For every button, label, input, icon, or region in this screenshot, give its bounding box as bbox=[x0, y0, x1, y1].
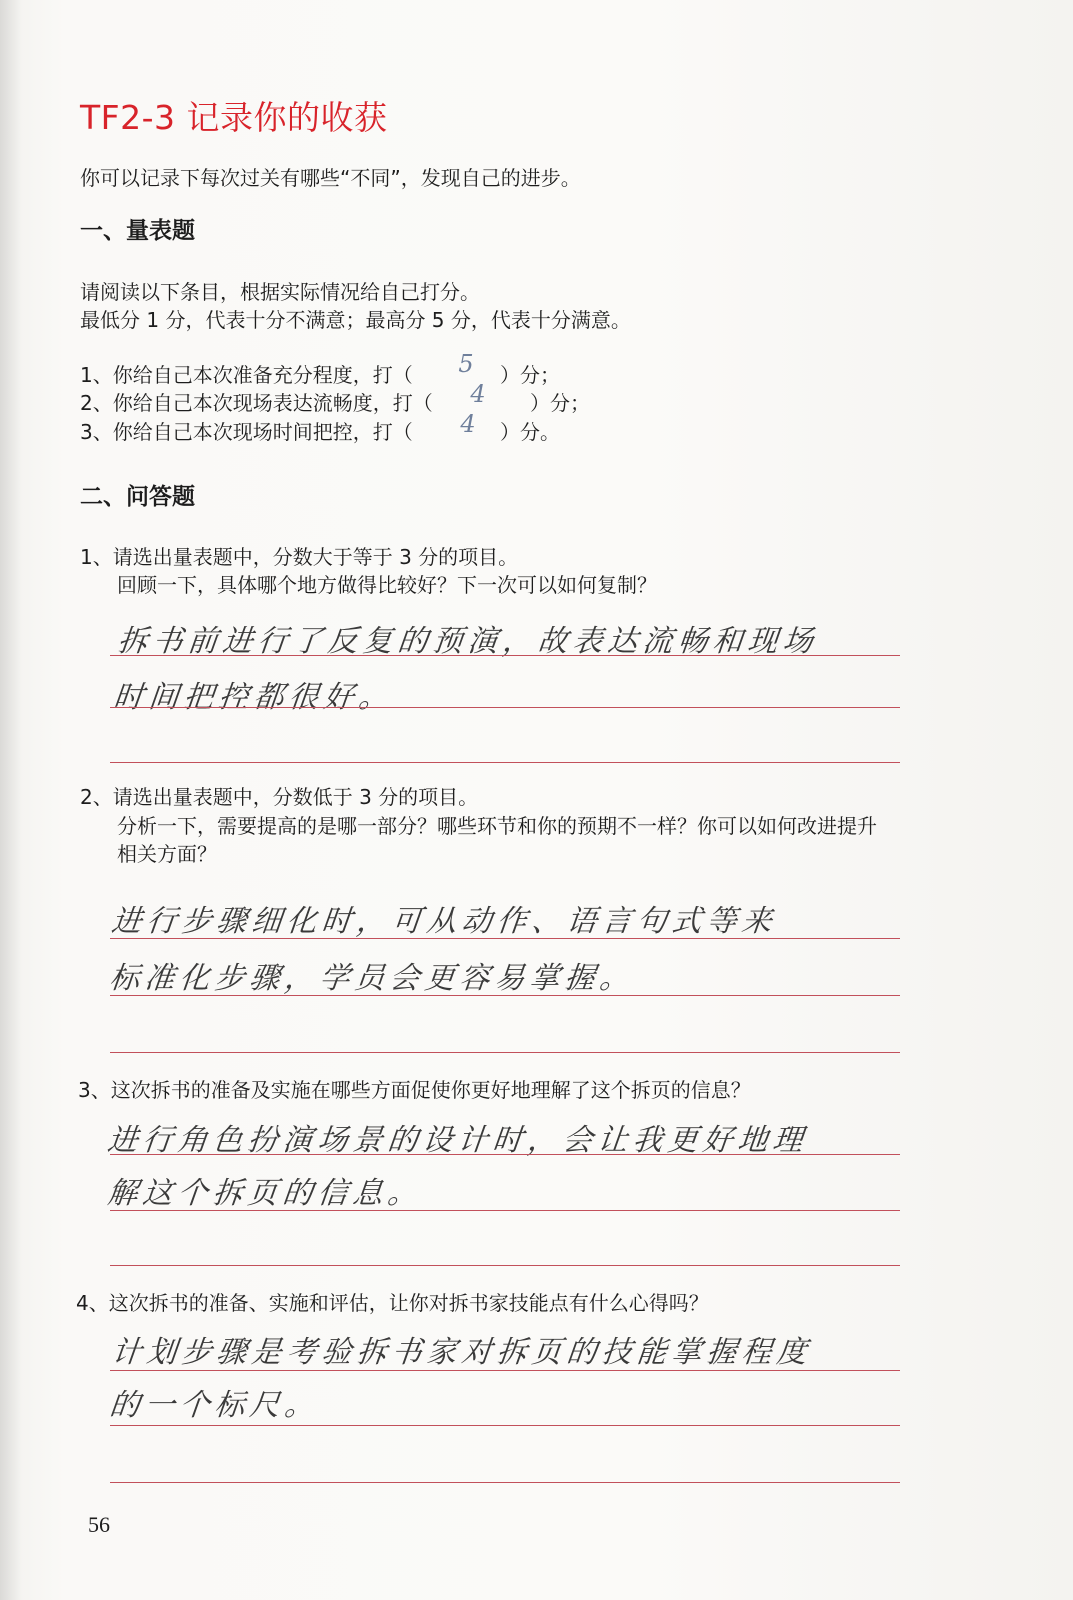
rating-item-1-score[interactable]: 5 bbox=[458, 350, 474, 378]
answer-1-rule-2 bbox=[110, 707, 900, 708]
rating-item-3-text: 3、你给自己本次现场时间把控，打（ bbox=[80, 420, 413, 444]
answer-3-rule-1 bbox=[110, 1154, 900, 1155]
rating-item-1-suffix: ）分； bbox=[500, 363, 560, 387]
answer-3-line-2[interactable]: 解这个拆页的信息。 bbox=[105, 1176, 425, 1211]
question-2-line-3: 相关方面？ bbox=[117, 842, 217, 866]
question-2-line-2: 分析一下，需要提高的是哪一部分？哪些环节和你的预期不一样？你可以如何改进提升 bbox=[117, 814, 877, 838]
answer-1-rule-3 bbox=[110, 762, 900, 763]
rating-item-3-suffix: ）分。 bbox=[500, 420, 560, 444]
rating-item-3-score[interactable]: 4 bbox=[460, 410, 476, 438]
binding-shadow bbox=[0, 0, 22, 1600]
question-1-line-2: 回顾一下，具体哪个地方做得比较好？下一次可以如何复制？ bbox=[117, 573, 657, 597]
question-1-line-1: 1、请选出量表题中，分数大于等于 3 分的项目。 bbox=[80, 545, 519, 569]
answer-4-rule-1 bbox=[110, 1370, 900, 1371]
answer-4-rule-3 bbox=[110, 1482, 900, 1483]
intro-text: 你可以记录下每次过关有哪些“不同”，发现自己的进步。 bbox=[80, 166, 581, 190]
page-number: 56 bbox=[88, 1512, 110, 1537]
answer-3-line-1[interactable]: 进行角色扮演场景的设计时，会让我更好地理 bbox=[105, 1123, 810, 1158]
answer-2-line-1[interactable]: 进行步骤细化时，可从动作、语言句式等来 bbox=[109, 904, 779, 939]
section2-heading: 二、问答题 bbox=[80, 484, 195, 510]
answer-2-rule-3 bbox=[110, 1052, 900, 1053]
answer-2-rule-2 bbox=[110, 995, 900, 996]
rating-item-2-score[interactable]: 4 bbox=[470, 380, 486, 408]
rating-item-2-text: 2、你给自己本次现场表达流畅度，打（ bbox=[80, 391, 433, 415]
answer-2-line-2[interactable]: 标准化步骤，学员会更容易掌握。 bbox=[107, 961, 637, 996]
section1-heading: 一、量表题 bbox=[80, 218, 195, 244]
question-2-line-1: 2、请选出量表题中，分数低于 3 分的项目。 bbox=[80, 785, 479, 809]
answer-1-rule-1 bbox=[110, 655, 900, 656]
answer-4-rule-2 bbox=[110, 1425, 900, 1426]
answer-4-line-2[interactable]: 的一个标尺。 bbox=[107, 1388, 322, 1423]
answer-1-line-1[interactable]: 拆书前进行了反复的预演，故表达流畅和现场 bbox=[115, 624, 820, 659]
answer-4-line-1[interactable]: 计划步骤是考验拆书家对拆页的技能掌握程度 bbox=[109, 1335, 814, 1370]
answer-2-rule-1 bbox=[110, 938, 900, 939]
answer-3-rule-3 bbox=[110, 1265, 900, 1266]
section1-instruction-1: 请阅读以下条目，根据实际情况给自己打分。 bbox=[80, 280, 480, 304]
question-3-line-1: 3、这次拆书的准备及实施在哪些方面促使你更好地理解了这个拆页的信息？ bbox=[78, 1078, 751, 1102]
question-4-line-1: 4、这次拆书的准备、实施和评估，让你对拆书家技能点有什么心得吗？ bbox=[76, 1291, 709, 1315]
answer-3-rule-2 bbox=[110, 1210, 900, 1211]
rating-item-1-text: 1、你给自己本次准备充分程度，打（ bbox=[80, 363, 413, 387]
rating-item-2-suffix: ）分； bbox=[530, 391, 590, 415]
answer-1-line-2[interactable]: 时间把控都很好。 bbox=[111, 680, 396, 715]
section1-instruction-2: 最低分 1 分，代表十分不满意；最高分 5 分，代表十分满意。 bbox=[80, 308, 631, 332]
page-title: TF2-3 记录你的收获 bbox=[80, 98, 388, 137]
